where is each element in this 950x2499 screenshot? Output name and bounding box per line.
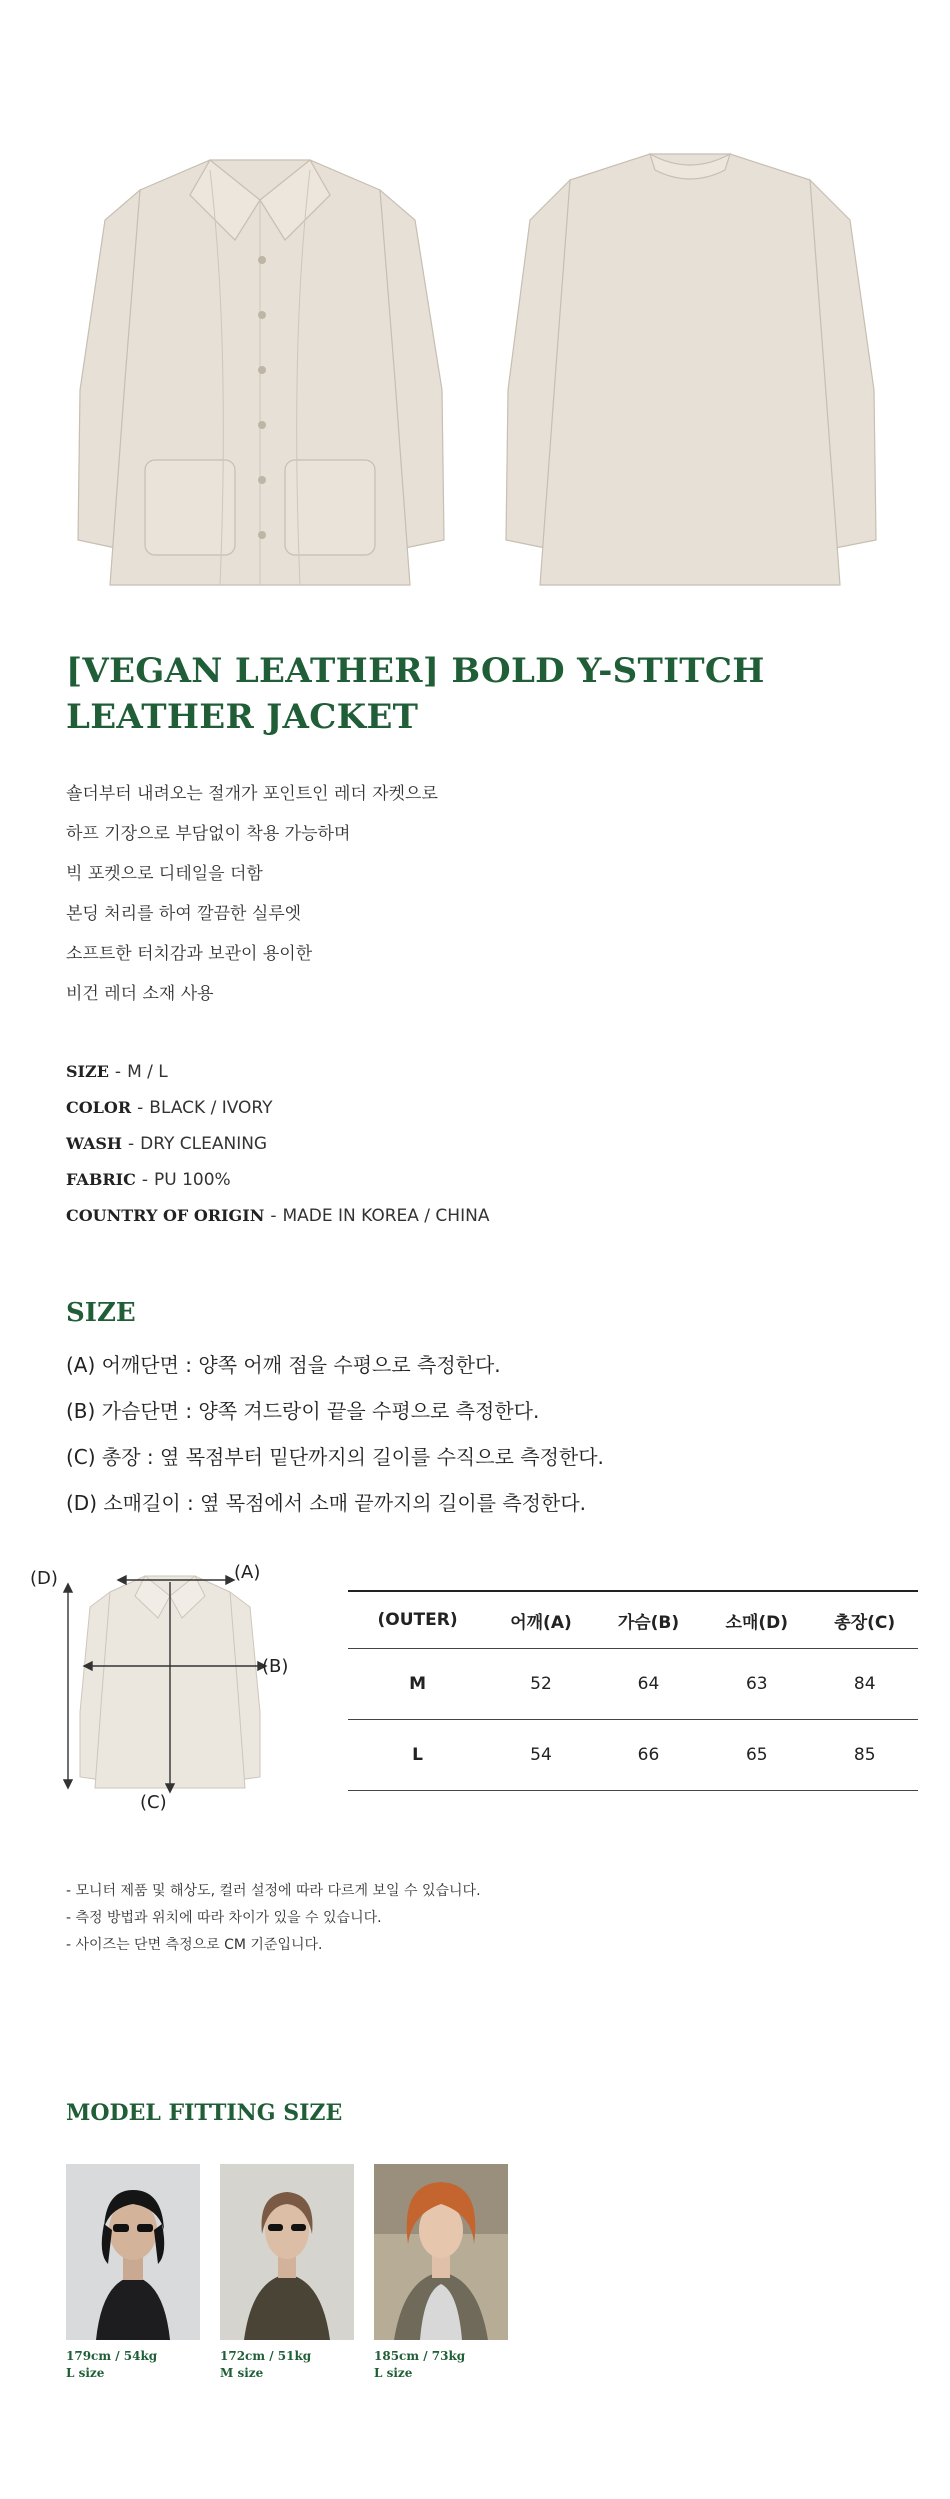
column-header: 가슴(B) [595,1591,702,1649]
spec-key: FABRIC [66,1170,136,1189]
spec-separator: - [114,1062,122,1082]
model-card [220,2164,354,2382]
table-cell: L [348,1720,487,1791]
model-size: L size [66,2366,105,2380]
model-stats: 172cm / 51kg [220,2349,312,2363]
jacket-front-image [70,140,450,590]
spec-color [66,1090,489,1126]
measurement-guide [66,1342,604,1526]
spec-separator: - [137,1098,144,1118]
table-cell: 65 [702,1720,811,1791]
spec-fabric [66,1162,489,1198]
table-cell: 66 [595,1720,702,1791]
table-row [348,1649,918,1720]
diagram-label-a: (A) [234,1562,261,1583]
diagram-label-d: (D) [30,1568,58,1589]
description-line: 하프 기장으로 부담없이 착용 가능하며 [66,824,351,844]
spec-value: DRY CLEANING [140,1134,268,1154]
spec-list [66,1054,489,1234]
product-description [66,774,438,1014]
spec-key: COLOR [66,1098,132,1117]
column-header: 총장(C) [811,1591,918,1649]
measurement-line: (C) 총장 : 옆 목점부터 밑단까지의 길이를 수직으로 측정한다. [66,1445,604,1469]
column-header: 소매(D) [702,1591,811,1649]
table-cell: 52 [487,1649,595,1720]
size-heading: SIZE [66,1298,136,1328]
model-photo [374,2164,508,2340]
column-header: (OUTER) [348,1591,487,1649]
column-header: 어깨(A) [487,1591,595,1649]
diagram-label-b: (B) [262,1656,289,1677]
spec-value: MADE IN KOREA / CHINA [282,1206,490,1226]
model-card [66,2164,200,2382]
jacket-back-image [500,140,880,590]
note-line: - 모니터 제품 및 해상도, 컬러 설정에 따라 다르게 보일 수 있습니다. [66,1883,481,1899]
description-line: 빅 포켓으로 디테일을 더함 [66,864,263,884]
model-stats: 179cm / 54kg [66,2349,158,2363]
model-caption [66,2348,200,2382]
size-table [348,1590,918,1791]
measurement-line: (A) 어깨단면 : 양쪽 어깨 점을 수평으로 측정한다. [66,1353,501,1377]
table-cell: 64 [595,1649,702,1720]
size-diagram [30,1562,310,1822]
spec-separator: - [128,1134,135,1154]
spec-key: COUNTRY OF ORIGIN [66,1206,265,1225]
diagram-label-c: (C) [140,1792,167,1813]
spec-wash [66,1126,489,1162]
measurement-line: (B) 가슴단면 : 양쪽 겨드랑이 끝을 수평으로 측정한다. [66,1399,540,1423]
table-cell: M [348,1649,487,1720]
size-table-header [348,1591,918,1649]
description-line: 소프트한 터치감과 보관이 용이한 [66,944,313,964]
description-line: 숄더부터 내려오는 절개가 포인트인 레더 자켓으로 [66,784,438,804]
model-caption [374,2348,508,2382]
size-notes [66,1878,481,1959]
spec-value: PU 100% [154,1170,231,1190]
table-cell: 84 [811,1649,918,1720]
description-line: 비건 레더 소재 사용 [66,984,214,1004]
model-photo [66,2164,200,2340]
spec-separator: - [270,1206,277,1226]
measurement-line: (D) 소매길이 : 옆 목점에서 소매 끝까지의 길이를 측정한다. [66,1491,587,1515]
spec-size [66,1054,489,1090]
model-caption [220,2348,354,2382]
table-cell: 63 [702,1649,811,1720]
model-stats: 185cm / 73kg [374,2349,466,2363]
spec-value: BLACK / IVORY [149,1098,273,1118]
spec-value: M / L [127,1062,168,1082]
note-line: - 측정 방법과 위치에 따라 차이가 있을 수 있습니다. [66,1910,382,1926]
model-photo [220,2164,354,2340]
spec-separator: - [141,1170,149,1190]
table-row [348,1720,918,1791]
note-line: - 사이즈는 단면 측정으로 CM 기준입니다. [66,1937,323,1953]
model-card [374,2164,508,2382]
product-title: [VEGAN LEATHER] BOLD Y-STITCH LEATHER JACKET [66,651,765,737]
spec-key: SIZE [66,1062,109,1081]
table-cell: 54 [487,1720,595,1791]
model-size: M size [220,2366,264,2380]
spec-key: WASH [66,1134,123,1153]
description-line: 본딩 처리를 하여 깔끔한 실루엣 [66,904,302,924]
spec-origin [66,1198,489,1234]
model-size: L size [374,2366,413,2380]
table-cell: 85 [811,1720,918,1791]
model-fitting-heading: MODEL FITTING SIZE [66,2100,343,2126]
